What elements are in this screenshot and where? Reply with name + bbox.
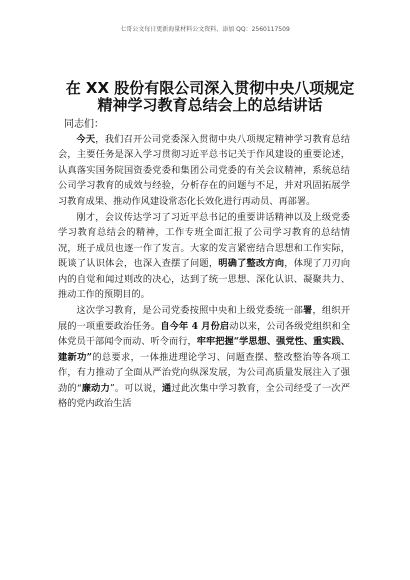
- text-run: 今天: [76, 134, 96, 145]
- text-run: ，组织开展的一项重要政治任务。: [58, 305, 351, 332]
- text-run: ，我们召开公司党委深入贯彻中央八项规定精神学习教育总结会，主要任务是深入学习贯彻习近平总书记关于作风建设的重要论述，认真落实国务院国资委党委和集团公司党委的有关会议精神，系统总结公司学习教育的成效与经验，分析存在的问题与不足，并对巩固拓展学习教育成果、推动作风建设常态化长效化进行再动员、再部署。: [58, 134, 351, 207]
- text-run: 牢牢把握“学思想、强党性、重实践、建新功”: [58, 336, 350, 363]
- text-run: ，体现了刀刃向内的自觉和闻过则改的决心，达到了统一思想、深化认识、凝聚共力、推动工作的预期目的。: [58, 258, 351, 301]
- text-run: 动以来，公司各级党组织和全体党员干部闻令而动、听令而行，: [58, 320, 351, 348]
- paragraph-2: [58, 210, 350, 302]
- text-run: ”。可以说，: [110, 382, 162, 394]
- salutation: 同志们：: [64, 119, 104, 130]
- paragraph-3: [58, 303, 350, 411]
- text-run: 这次学习教育，是公司党委按照中央和上级党委统一部: [76, 305, 304, 317]
- text-run: 自今年 4 月份启: [160, 320, 230, 332]
- document-body: [58, 132, 350, 411]
- document-title: 在 XX 股份有限公司深入贯彻中央八项规定精神学习教育总结会上的总结讲话: [65, 79, 355, 114]
- text-run: 明确了整改方向: [218, 258, 285, 270]
- text-run: 刚才，会议传达学习了习近平总书记的重要讲话精神以及上级党委学习教育总结会的精神，工作专班全面汇报了公司学习教育的总结情况，班子成员也逐一作了发言。大家的发言紧密结合思想和工作实际，既谈了认识体会，也深入查摆了问题，: [58, 212, 350, 270]
- text-run: 署: [303, 305, 313, 317]
- paragraph-1: [58, 132, 350, 209]
- text-run: 的总要求，一体推进理论学习、问题查摆、整改整治等各项工作，有力推动了全面从严治党向纵深发展，为公司高质量发展注入了强劲的“: [58, 351, 351, 394]
- text-run: 廉动力: [81, 382, 110, 394]
- text-run: 过此次集中学习教育，全公司经受了一次严格的党内政治生活: [58, 382, 351, 409]
- header-note: 七哥公文每日更新海量材料公文资料，添加 QQ：2560117509: [120, 26, 290, 33]
- text-run: 通: [161, 382, 172, 394]
